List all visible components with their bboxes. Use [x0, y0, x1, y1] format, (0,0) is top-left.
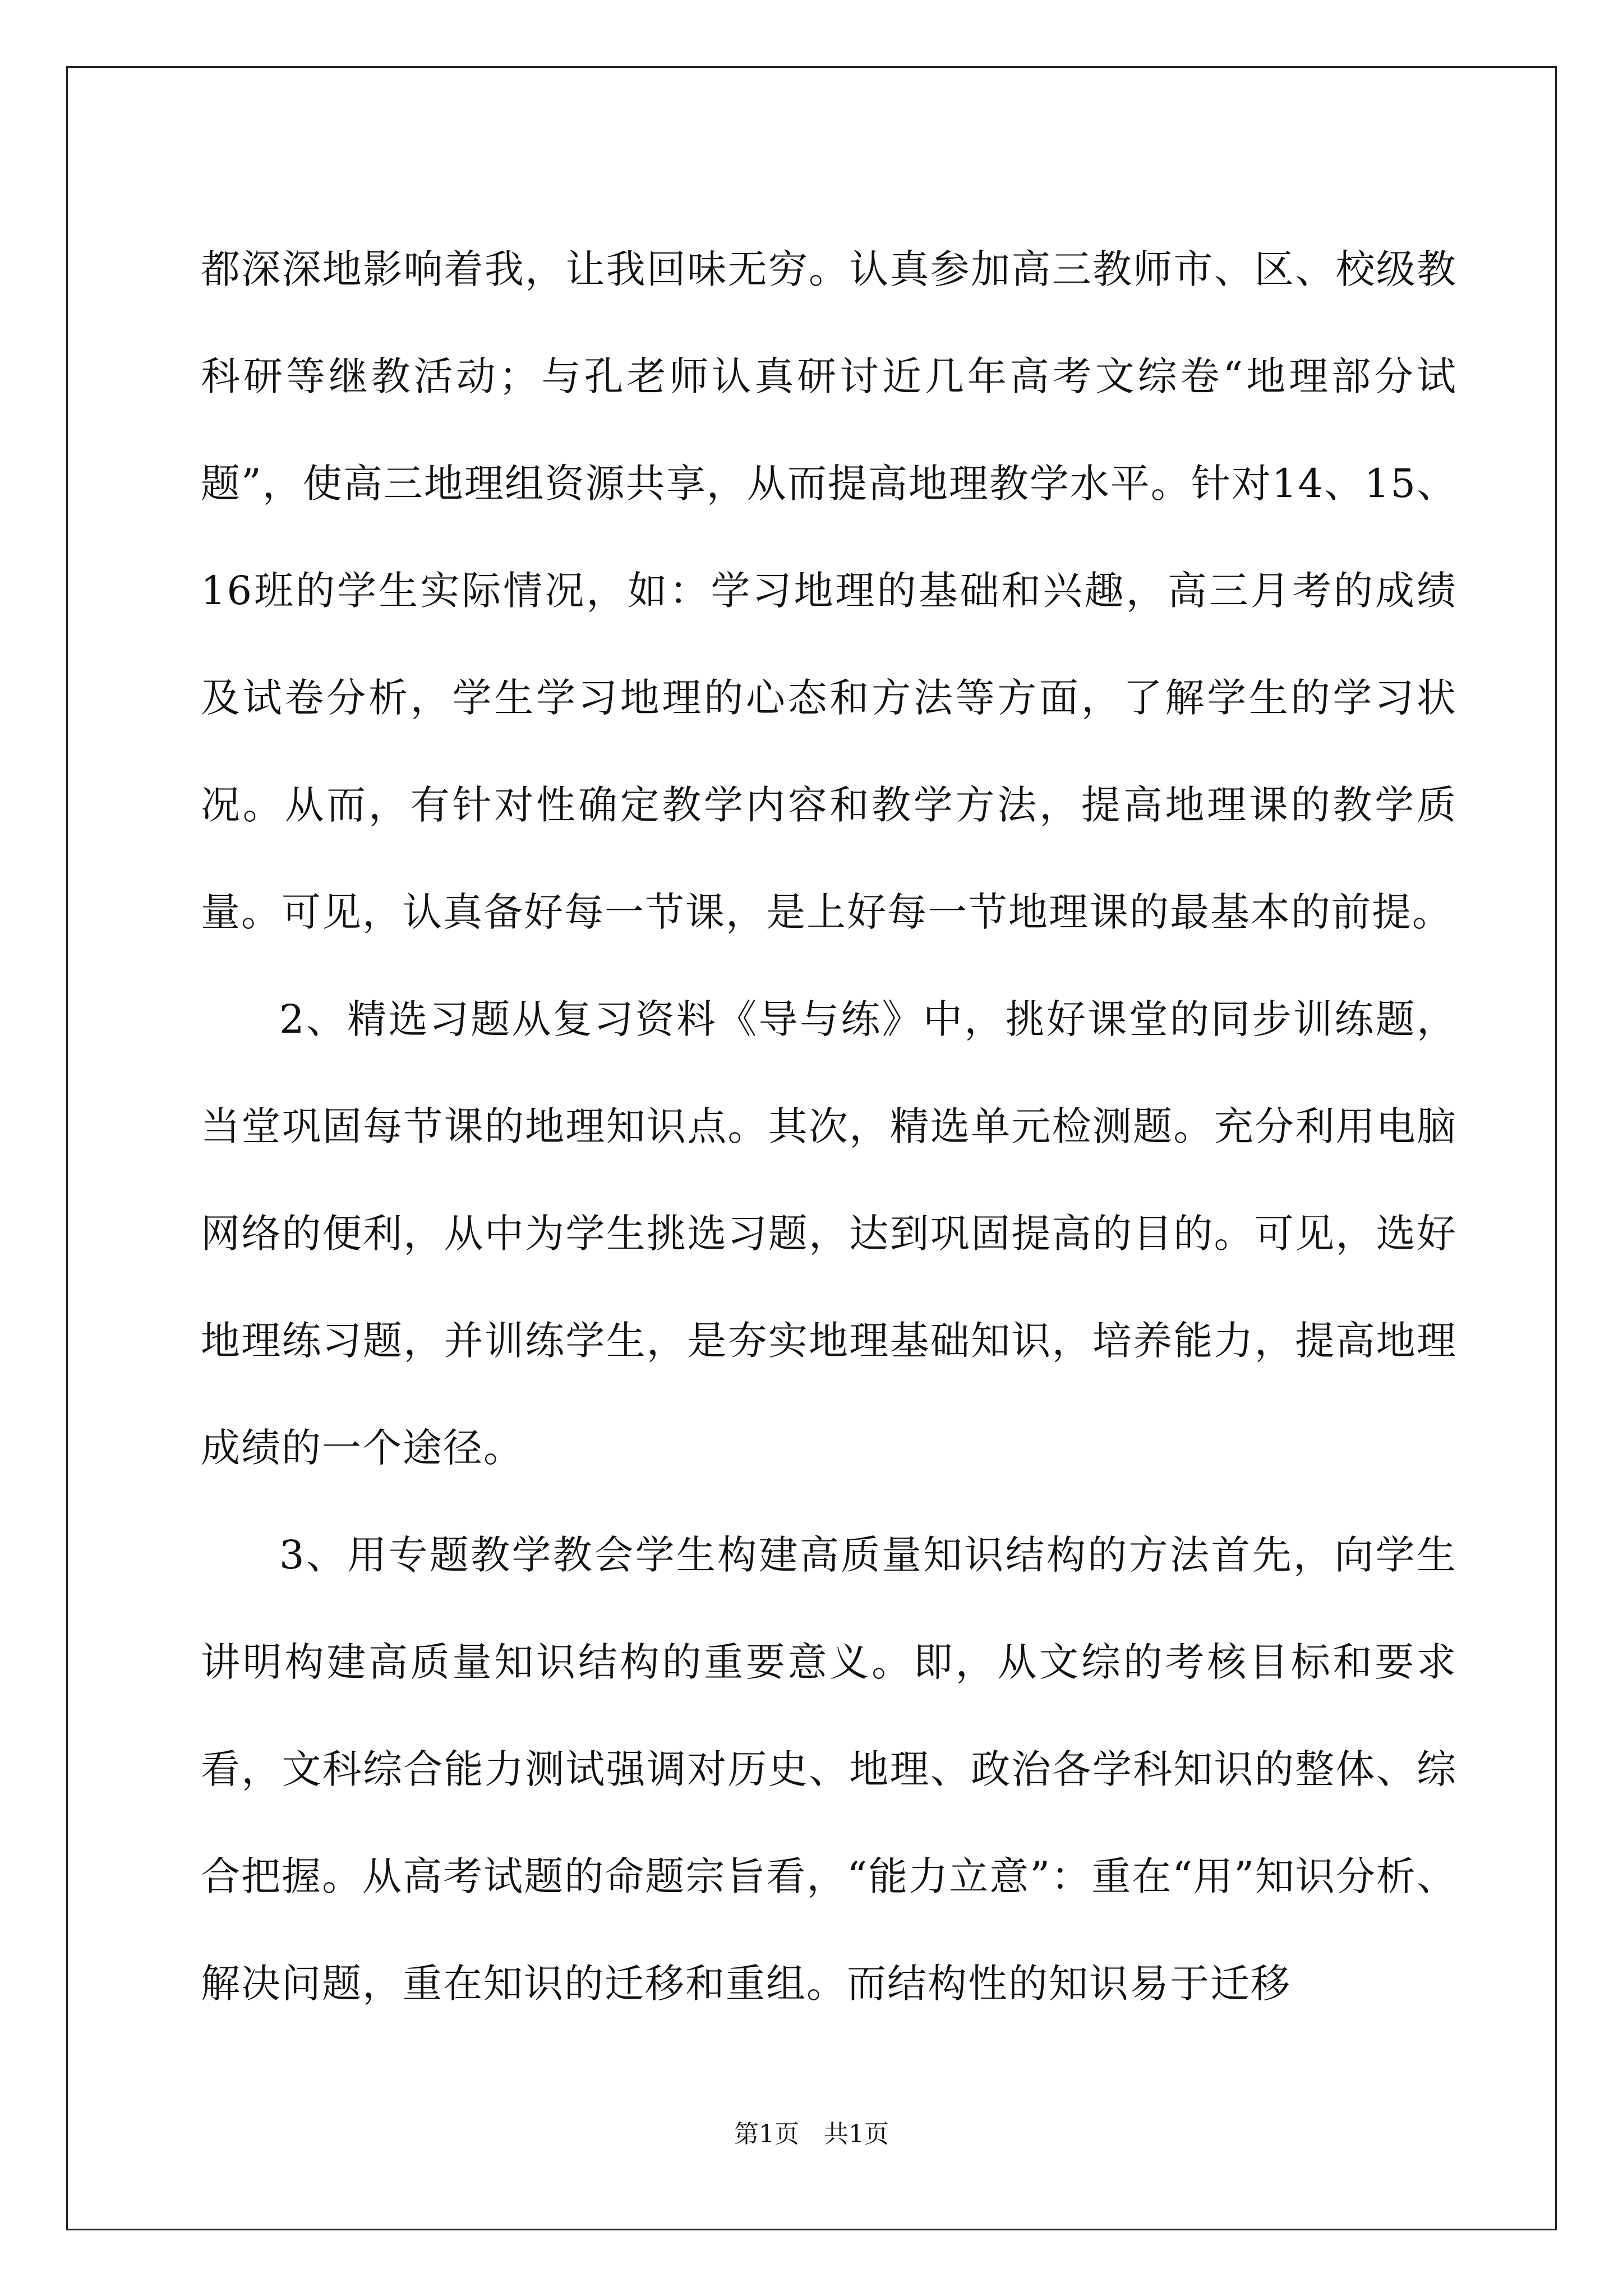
paragraph-knowledge-structure: 3、用专题教学教会学生构建高质量知识结构的方法首先，向学生讲明构建高质量知识结构的重要意义。即，从文综的考核目标和要求看，文科综合能力测试强调对历史、地理、政治各学科知识的整体、综合把握。从高考试题的命题宗旨看，“能力立意”：重在“用”知识分析、解决问题，重在知识的迁移和重组。而结构性的知识易于迁移 — [201, 1532, 1457, 2007]
page-total: 共1页 — [824, 2120, 889, 2148]
paragraph-exercise-selection: 2、精选习题从复习资料《导与练》中，挑好课堂的同步训练题，当堂巩固每节课的地理知识点。其次，精选单元检测题。充分利用电脑网络的便利，从中为学生挑选习题，达到巩固提高的目的。可见，选好地理练习题，并训练学生，是夯实地理基础知识，培养能力，提高地理成绩的一个途径。 — [201, 996, 1457, 1471]
document-body — [201, 216, 1457, 2037]
page-number: 第1页 — [734, 2120, 799, 2148]
paragraph-continuation: 都深深地影响着我，让我回味无穷。认真参加高三教师市、区、校级教科研等继教活动；与孔老师认真研讨近几年高考文综卷“地理部分试题”，使高三地理组资源共享，从而提高地理教学水平。针对14、15、16班的学生实际情况，如：学习地理的基础和兴趣，高三月考的成绩及试卷分析，学生学习地理的心态和方法等方面，了解学生的学习状况。从而，有针对性确定教学内容和教学方法，提高地理课的教学质量。可见，认真备好每一节课，是上好每一节地理课的最基本的前提。 — [201, 246, 1457, 935]
page-footer — [0, 2118, 1623, 2151]
